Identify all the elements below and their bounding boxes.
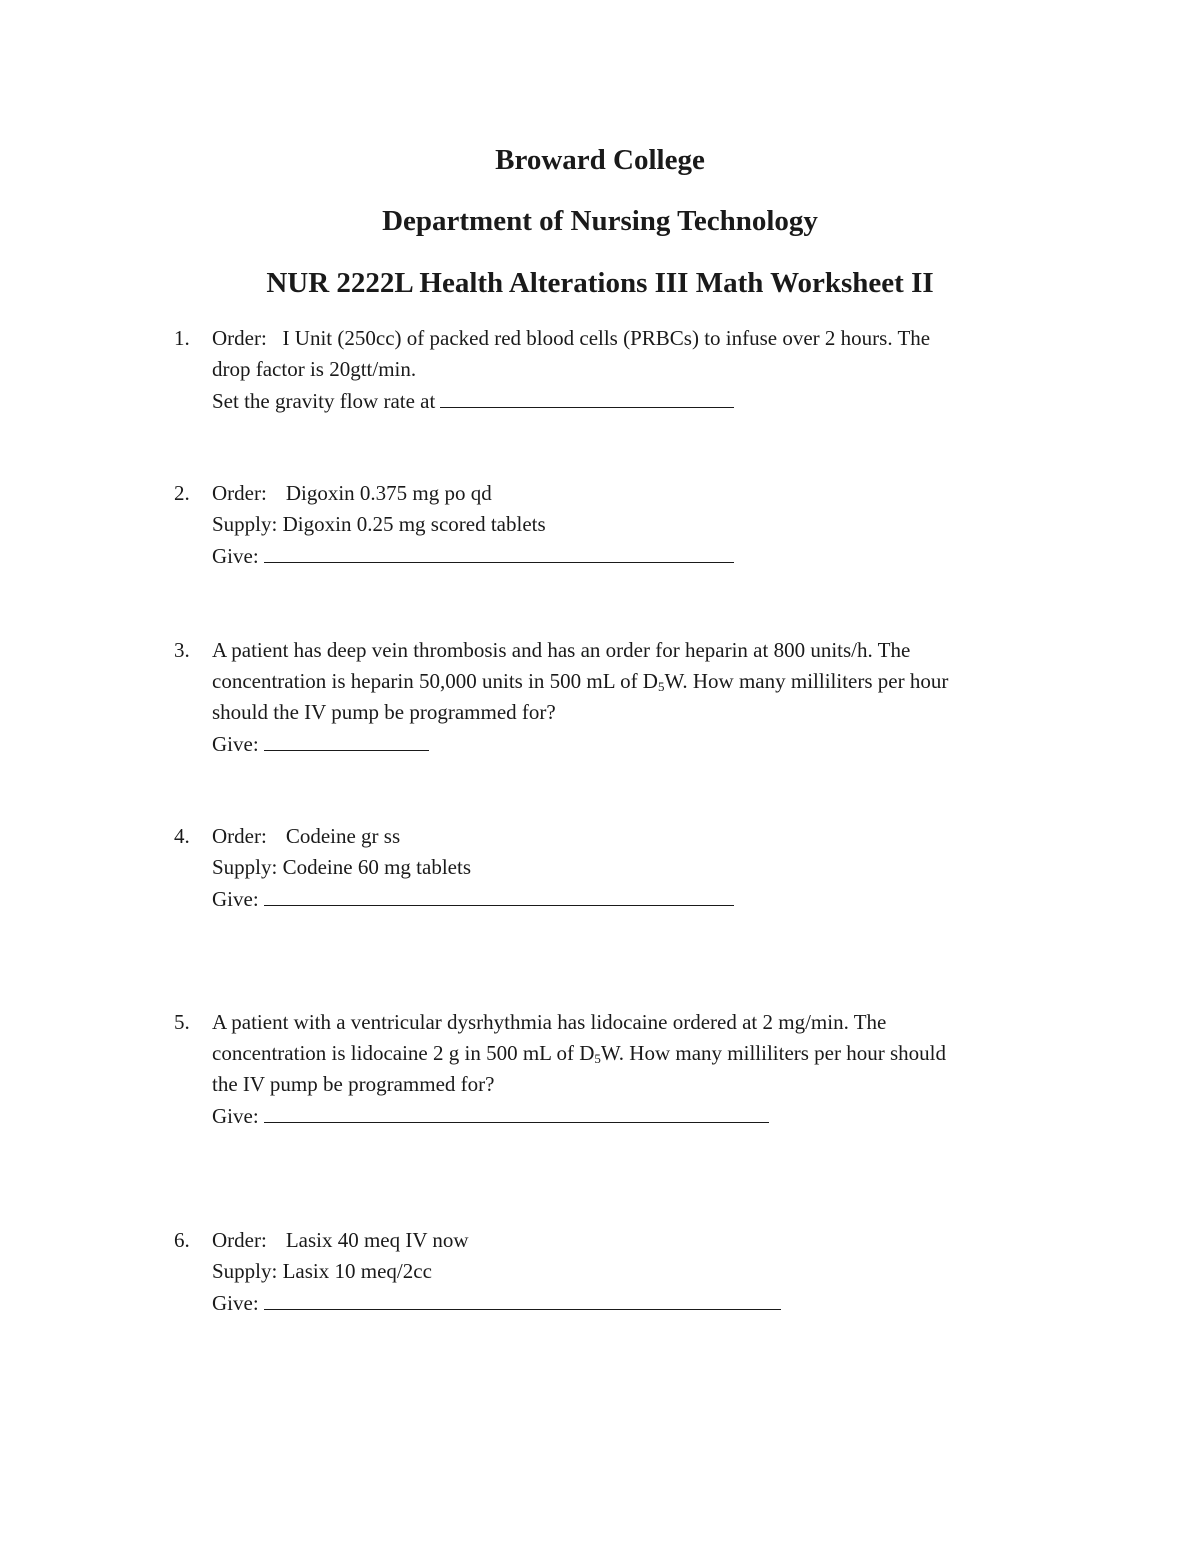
question-number: 4. xyxy=(174,824,190,848)
answer-label: Set the gravity flow rate at xyxy=(212,389,436,413)
answer-label: Give: xyxy=(212,544,259,568)
answer-blank[interactable] xyxy=(440,385,734,408)
supply-label: Supply: xyxy=(212,855,278,879)
question-text-line: A patient has deep vein thrombosis and has an order for heparin at 800 units/h. The xyxy=(212,638,911,662)
answer-line xyxy=(212,883,1052,915)
question-number: 5. xyxy=(174,1010,190,1034)
supply-value: Lasix 10 meq/2cc xyxy=(282,1259,432,1283)
order-line xyxy=(212,1225,1052,1256)
supply-line xyxy=(212,852,1052,883)
question-text-line: concentration is lidocaine 2 g in 500 mL of $D_5W$. How many milliliters per hour should xyxy=(212,1041,946,1066)
subscript: 5 xyxy=(594,1051,601,1066)
question-text-line: drop factor is 20gtt/min. xyxy=(212,357,417,381)
question-text-line: the IV pump be programmed for? xyxy=(212,1072,495,1096)
supply-label: Supply: xyxy=(212,1259,278,1283)
order-line xyxy=(212,821,1052,852)
supply-line xyxy=(212,509,1052,540)
institution-title: Broward College xyxy=(495,144,705,176)
answer-line xyxy=(212,728,1052,760)
answer-line xyxy=(212,540,1052,572)
order-value: Codeine gr ss xyxy=(285,824,401,848)
question-number: 6. xyxy=(174,1228,190,1252)
question-number: 3. xyxy=(174,638,190,662)
question-number: 2. xyxy=(174,481,190,505)
order-value: Lasix 40 meq IV now xyxy=(285,1228,469,1252)
department-title: Department of Nursing Technology xyxy=(382,205,818,237)
subscript: 5 xyxy=(657,679,665,694)
answer-line xyxy=(212,1287,1052,1319)
supply-label: Supply: xyxy=(212,512,278,536)
answer-label: Give: xyxy=(212,1291,259,1315)
question-text-line: concentration is heparin 50,000 units in 500 mL of $D_5W$. How many milliliters per hour xyxy=(212,669,949,694)
question-text-line: Order: I Unit (250cc) of packed red blood cells (PRBCs) to infuse over 2 hours. The xyxy=(212,326,931,350)
supply-value: Digoxin 0.25 mg scored tablets xyxy=(282,512,546,536)
order-label: Order: xyxy=(212,1228,267,1252)
answer-blank[interactable] xyxy=(264,1100,769,1123)
question-text-line: A patient with a ventricular dysrhythmia has lidocaine ordered at 2 mg/min. The xyxy=(212,1010,887,1034)
answer-blank[interactable] xyxy=(264,883,734,906)
question-text-line: should the IV pump be programmed for? xyxy=(212,700,556,724)
order-line xyxy=(212,478,1052,509)
answer-blank[interactable] xyxy=(264,728,429,751)
order-label: Order: xyxy=(212,481,267,505)
course-title: NUR 2222L Health Alterations III Math Worksheet II xyxy=(266,267,934,299)
answer-line xyxy=(212,385,1052,417)
answer-line xyxy=(212,1100,1052,1132)
answer-label: Give: xyxy=(212,887,259,911)
answer-blank[interactable] xyxy=(264,540,734,563)
answer-label: Give: xyxy=(212,732,259,756)
order-label: Order: xyxy=(212,824,267,848)
answer-blank[interactable] xyxy=(264,1287,781,1310)
order-value: Digoxin 0.375 mg po qd xyxy=(285,481,492,505)
question-number: 1. xyxy=(174,326,190,350)
answer-label: Give: xyxy=(212,1104,259,1128)
supply-value: Codeine 60 mg tablets xyxy=(282,855,471,879)
supply-line xyxy=(212,1256,1052,1287)
